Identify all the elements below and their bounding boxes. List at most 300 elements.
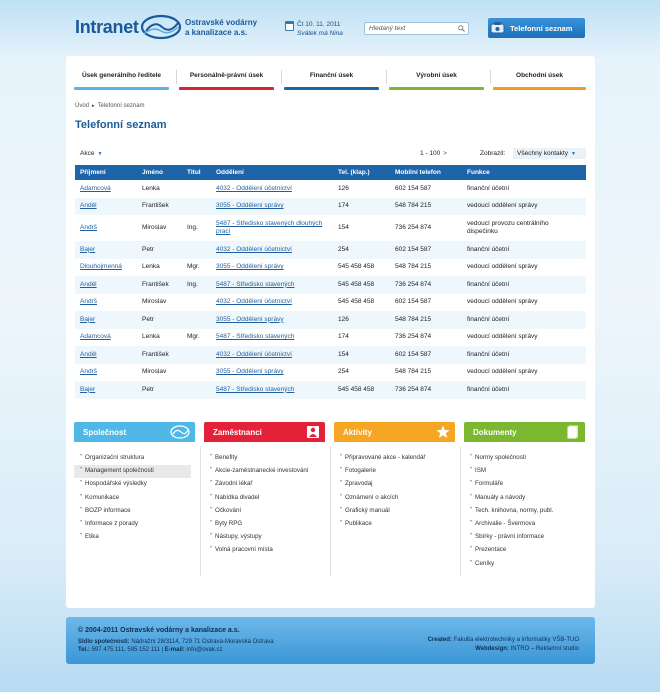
column-header-name[interactable]: Jméno — [137, 165, 182, 180]
table-cell — [75, 198, 137, 216]
table-cell — [462, 381, 586, 399]
phone-cell: 545 458 458 — [338, 280, 375, 288]
phone-cell: 126 — [338, 184, 349, 192]
box-link-item[interactable]: • Oznámení o akcích — [334, 492, 455, 505]
caret-down-icon: ▼ — [97, 151, 103, 157]
table-cell — [211, 364, 333, 382]
nav-item-production[interactable] — [389, 70, 484, 90]
date-info — [297, 20, 343, 38]
table-cell — [137, 215, 182, 241]
function-cell: finanční účetní — [467, 385, 510, 393]
phone-cell: 545 458 458 — [338, 263, 375, 271]
footer-contact: Tel.: 597 475 111, 595 152 111 | E-mail: info@ovak.cz — [78, 647, 223, 653]
table-cell — [182, 364, 211, 382]
person-icon — [306, 425, 320, 439]
box-link-item[interactable]: • Benefity — [204, 452, 325, 465]
table-toolbar — [75, 149, 586, 160]
table-cell — [75, 381, 137, 399]
name-cell: Lenka — [142, 184, 160, 192]
table-cell — [75, 294, 137, 312]
table-cell — [333, 381, 390, 399]
nameday: Svátek má Nina — [297, 30, 343, 37]
table-cell — [182, 198, 211, 216]
table-cell — [75, 364, 137, 382]
department-link[interactable]: 5487 - Středisko stavených dlouhých prací — [216, 220, 323, 235]
box-link-list — [334, 442, 455, 531]
department-link[interactable]: 3055 - Oddělení správy — [216, 368, 284, 376]
mobile-cell: 548 784 215 — [395, 368, 432, 376]
table-cell — [390, 294, 462, 312]
table-cell — [333, 346, 390, 364]
box-link-item[interactable]: • Závodní lékař — [204, 478, 325, 491]
phone-cell: 154 — [338, 350, 349, 358]
nav-divider — [386, 70, 387, 84]
mobile-cell: 602 154 587 — [395, 184, 432, 192]
footer-created — [428, 637, 579, 643]
box-link-item[interactable]: • Manuály a návody — [464, 492, 585, 505]
footer-tel-value: 597 475 111, 595 152 111 — [91, 647, 160, 653]
box-link-item[interactable]: • Etika — [74, 531, 195, 544]
column-header-phone[interactable]: Tel. (klap.) — [333, 165, 390, 180]
function-cell: finanční účetní — [467, 245, 510, 253]
table-cell — [333, 259, 390, 277]
name-cell: Petr — [142, 315, 154, 323]
table-cell — [75, 259, 137, 277]
name-cell: Miroslav — [142, 224, 167, 231]
table-cell — [333, 180, 390, 198]
table-cell — [137, 381, 182, 399]
box-link-item[interactable]: • Fotogalerie — [334, 465, 455, 478]
surname-cell[interactable]: Adamcová — [80, 333, 111, 341]
contacts-table — [75, 165, 586, 399]
surname-cell[interactable]: Dlouhojmenná — [80, 263, 122, 271]
surname-cell[interactable]: Anděl — [80, 202, 97, 210]
name-cell: František — [142, 350, 169, 358]
table-cell — [211, 259, 333, 277]
table-row — [75, 180, 586, 198]
box-link-list — [204, 442, 325, 558]
table-cell — [390, 329, 462, 347]
footer-created-label: Created: — [427, 637, 452, 643]
phone-icon — [488, 18, 508, 38]
box-header[interactable] — [334, 422, 455, 442]
table-row — [75, 346, 586, 364]
table-cell — [137, 294, 182, 312]
search-input[interactable]: Hledaný text — [364, 22, 469, 35]
table-cell — [462, 329, 586, 347]
footer-copyright: © 2004-2011 Ostravské vodárny a kanalizace a.s. — [78, 627, 240, 634]
pagination-range: 1 - 100 — [420, 150, 441, 157]
table-cell — [333, 329, 390, 347]
table-cell — [462, 259, 586, 277]
footer-webdesign-label: Webdesign: — [475, 646, 509, 652]
department-link[interactable]: 5487 - Středisko stavených — [216, 333, 295, 341]
table-cell — [333, 364, 390, 382]
footer-tel-label: Tel.: — [78, 647, 90, 653]
name-cell: Petr — [142, 385, 154, 393]
phone-cell: 154 — [338, 224, 349, 231]
surname-cell[interactable]: Anděl — [80, 280, 97, 288]
function-cell: vedoucí oddělení správy — [467, 368, 538, 376]
mobile-cell: 548 784 215 — [395, 202, 432, 210]
nav-item-label: Výrobní úsek — [416, 72, 457, 79]
intranet-logo[interactable]: Intranet — [75, 17, 139, 37]
nav-color-bar — [493, 87, 586, 90]
surname-cell[interactable]: Andrš — [80, 368, 97, 376]
nav-item-label: Obchodní úsek — [516, 72, 563, 79]
breadcrumb-home[interactable]: Úvod — [75, 103, 90, 109]
table-row — [75, 276, 586, 294]
footer-webdesign-value[interactable]: INTRO – Reklamní studio — [510, 646, 579, 652]
star-icon — [436, 425, 450, 439]
current-date: Čt 10. 11. 2011 — [297, 21, 341, 28]
box-title: Zaměstnanci — [213, 428, 262, 437]
department-link[interactable]: 5487 - Středisko stavených — [216, 385, 295, 393]
table-row — [75, 381, 586, 399]
box-divider — [200, 446, 201, 576]
actions-label: Akce — [80, 150, 95, 157]
show-label: Zobrazit: — [480, 150, 506, 157]
box-employees — [204, 422, 325, 558]
table-cell — [211, 276, 333, 294]
box-link-item[interactable]: • Organizační struktura — [74, 452, 195, 465]
table-cell — [211, 294, 333, 312]
name-cell: František — [142, 280, 169, 288]
table-cell — [462, 180, 586, 198]
table-row — [75, 364, 586, 382]
box-link-item[interactable]: • Nabídka divadel — [204, 492, 325, 505]
function-cell: vedoucí oddělení správy — [467, 333, 538, 341]
box-divider — [330, 446, 331, 576]
mobile-cell: 602 154 587 — [395, 350, 432, 358]
mobile-cell: 602 154 587 — [395, 245, 432, 253]
box-link-item[interactable]: • Sbírky - právní informace — [464, 531, 585, 544]
box-link-item[interactable]: • ISM — [464, 465, 585, 478]
table-cell — [462, 276, 586, 294]
function-cell: finanční účetní — [467, 315, 510, 323]
table-cell — [137, 198, 182, 216]
nav-item-sales[interactable] — [493, 70, 586, 90]
column-header-mobile[interactable]: Mobilní telefon — [390, 165, 462, 180]
footer-address — [78, 639, 274, 645]
function-cell: vedoucí oddělení správy — [467, 298, 538, 306]
name-cell: Petr — [142, 245, 154, 253]
footer-address-label: Sídlo společnosti: — [78, 639, 130, 645]
mobile-cell: 736 254 874 — [395, 280, 432, 288]
nav-divider — [176, 70, 177, 84]
box-link-item[interactable]: • Volná pracovní místa — [204, 544, 325, 557]
table-cell — [75, 215, 137, 241]
box-link-item[interactable]: • Informace z porady — [74, 518, 195, 531]
title-cell: Ing. — [187, 224, 198, 231]
box-link-item[interactable]: • Prezentace — [464, 544, 585, 557]
mobile-cell: 548 784 215 — [395, 315, 432, 323]
box-header[interactable] — [204, 422, 325, 442]
breadcrumb-separator-icon: ▸ — [92, 103, 95, 109]
table-cell — [75, 180, 137, 198]
table-cell — [462, 346, 586, 364]
column-header-function[interactable]: Funkce — [462, 165, 586, 180]
function-cell: finanční účetní — [467, 350, 510, 358]
table-cell — [137, 180, 182, 198]
nav-color-bar — [284, 87, 379, 90]
nav-item-label: Úsek generálního ředitele — [81, 72, 162, 79]
table-cell — [390, 364, 462, 382]
title-cell: Ing. — [187, 280, 198, 288]
phone-cell: 174 — [338, 202, 349, 210]
phone-cell: 254 — [338, 368, 349, 376]
title-cell: Mgr. — [187, 263, 200, 271]
box-link-item[interactable]: • Akcie-zaměstnanecké investování — [204, 465, 325, 478]
table-cell — [75, 346, 137, 364]
table-cell — [333, 198, 390, 216]
footer-created-value[interactable]: Fakulta elektrotechniky a informatiky VŠB-TUO — [453, 637, 579, 643]
column-header-title[interactable]: Titul — [182, 165, 211, 180]
box-link-item[interactable]: • Komunikace — [74, 492, 195, 505]
breadcrumb-current: Telefonní seznam — [97, 103, 145, 109]
table-cell — [182, 180, 211, 198]
table-row — [75, 311, 586, 329]
surname-cell[interactable]: Bajer — [80, 315, 96, 323]
table-cell — [137, 241, 182, 259]
search-icon[interactable] — [458, 25, 465, 32]
column-header-department[interactable]: Oddělení — [211, 165, 333, 180]
table-cell — [137, 346, 182, 364]
department-link[interactable]: 4032 - Oddělení účetnictví — [216, 245, 292, 253]
calendar-icon — [285, 21, 294, 31]
box-title: Dokumenty — [473, 428, 517, 437]
pagination — [420, 150, 447, 157]
box-header[interactable] — [464, 422, 585, 442]
name-cell: Lenka — [142, 263, 160, 271]
box-link-list — [74, 442, 195, 544]
table-cell — [182, 241, 211, 259]
table-row — [75, 259, 586, 277]
table-cell — [390, 215, 462, 241]
nav-divider — [281, 70, 282, 84]
box-link-item[interactable]: • Archivalie - Švermova — [464, 518, 585, 531]
breadcrumb — [75, 103, 145, 109]
box-link-item[interactable]: • Management společnosti — [74, 465, 191, 478]
nav-item-label: Personálně-právní úsek — [189, 72, 264, 79]
mobile-cell: 736 254 874 — [395, 224, 432, 231]
phone-cell: 254 — [338, 245, 349, 253]
table-cell — [137, 276, 182, 294]
show-filter-value: Všechny kontakty — [517, 150, 568, 157]
table-cell — [75, 329, 137, 347]
phone-cell: 545 458 458 — [338, 385, 375, 393]
table-cell — [75, 241, 137, 259]
table-cell — [137, 259, 182, 277]
box-link-item[interactable]: • Ceníky — [464, 558, 585, 571]
table-cell — [462, 311, 586, 329]
footer-webdesign — [475, 646, 579, 652]
table-cell — [462, 198, 586, 216]
table-cell — [211, 241, 333, 259]
table-cell — [462, 241, 586, 259]
box-link-list — [464, 442, 585, 571]
box-link-item[interactable]: • Zpravodaj — [334, 478, 455, 491]
table-cell — [390, 311, 462, 329]
nav-divider — [490, 70, 491, 84]
function-cell: vedoucí oddělení správy — [467, 202, 538, 210]
mobile-cell: 736 254 874 — [395, 333, 432, 341]
nav-item-finance[interactable] — [284, 70, 379, 90]
company-logo-icon — [170, 425, 190, 439]
box-link-item[interactable]: • Byty RPG — [204, 518, 325, 531]
table-row — [75, 241, 586, 259]
company-name-line1: Ostravské vodárny — [185, 18, 258, 27]
department-link[interactable]: 3055 - Oddělení správy — [216, 315, 284, 323]
function-cell: vedoucí oddělení správy — [467, 263, 538, 271]
department-link[interactable]: 4032 - Oddělení účetnictví — [216, 298, 292, 306]
nav-item-personnel-legal[interactable] — [179, 70, 274, 90]
table-cell — [462, 364, 586, 382]
surname-cell[interactable]: Andrš — [80, 224, 97, 231]
table-cell — [462, 215, 586, 241]
mobile-cell: 602 154 587 — [395, 298, 432, 306]
box-link-item[interactable]: • Připravované akce - kalendář — [334, 452, 455, 465]
table-row — [75, 198, 586, 216]
department-link[interactable]: 3055 - Oddělení správy — [216, 263, 284, 271]
page-title: Telefonní seznam — [75, 119, 167, 131]
box-title: Společnost — [83, 428, 127, 437]
box-link-item[interactable]: • Tech. knihovna, normy, publ. — [464, 505, 585, 518]
table-cell — [211, 311, 333, 329]
table-cell — [390, 241, 462, 259]
surname-cell[interactable]: Bajer — [80, 385, 96, 393]
table-cell — [462, 294, 586, 312]
table-cell — [390, 198, 462, 216]
table-cell — [182, 259, 211, 277]
table-cell — [211, 381, 333, 399]
function-cell: finanční účetní — [467, 280, 510, 288]
table-row — [75, 329, 586, 347]
box-link-item[interactable]: • Hospodářské výsledky — [74, 478, 195, 491]
box-documents — [464, 422, 585, 571]
table-cell — [182, 276, 211, 294]
table-cell — [390, 346, 462, 364]
table-cell — [390, 180, 462, 198]
table-row — [75, 294, 586, 312]
table-cell — [182, 311, 211, 329]
box-link-item[interactable]: • Formuláře — [464, 478, 585, 491]
show-filter-select[interactable] — [513, 148, 586, 159]
footer-address-value: Nádražní 28/3114, 729 71 Ostrava-Moravská Ostrava — [131, 639, 274, 645]
table-header-row — [75, 165, 586, 180]
table-row — [75, 215, 586, 241]
table-cell — [182, 346, 211, 364]
name-cell: František — [142, 202, 169, 210]
phone-cell: 174 — [338, 333, 349, 341]
box-company — [74, 422, 195, 544]
nav-color-bar — [179, 87, 274, 90]
table-cell — [182, 294, 211, 312]
table-cell — [390, 259, 462, 277]
surname-cell[interactable]: Andrš — [80, 298, 97, 306]
company-logo-icon[interactable] — [140, 14, 182, 40]
phone-cell: 545 458 458 — [338, 298, 375, 306]
table-cell — [137, 311, 182, 329]
document-icon — [566, 425, 580, 439]
department-link[interactable]: 4032 - Oddělení účetnictví — [216, 184, 292, 192]
main-panel — [66, 56, 595, 608]
nav-item-ceo-division[interactable] — [74, 70, 169, 90]
box-link-item[interactable]: • Očkování — [204, 505, 325, 518]
column-header-surname[interactable]: Příjmení — [75, 165, 137, 180]
box-link-item[interactable]: • Normy společnosti — [464, 452, 585, 465]
table-cell — [211, 215, 333, 241]
table-cell — [211, 198, 333, 216]
table-cell — [182, 381, 211, 399]
table-cell — [137, 329, 182, 347]
caret-down-icon: ▼ — [570, 151, 576, 157]
table-cell — [333, 294, 390, 312]
title-cell: Mgr. — [187, 333, 200, 341]
box-divider — [460, 446, 461, 576]
table-cell — [211, 180, 333, 198]
name-cell: Miroslav — [142, 298, 167, 306]
company-name-line2: a kanalizace a.s. — [185, 28, 248, 37]
box-activities — [334, 422, 455, 531]
table-cell — [182, 329, 211, 347]
nav-color-bar — [74, 87, 169, 90]
table-cell — [333, 276, 390, 294]
table-cell — [211, 346, 333, 364]
footer-email-label: E-mail: — [164, 647, 185, 653]
department-link[interactable]: 3055 - Oddělení správy — [216, 202, 284, 210]
box-title: Aktivity — [343, 428, 372, 437]
function-cell: vedoucí provozu centrálního dispečinku — [467, 220, 549, 235]
mobile-cell: 736 254 874 — [395, 385, 432, 393]
mobile-cell: 548 784 215 — [395, 263, 432, 271]
surname-cell[interactable]: Bajer — [80, 245, 96, 253]
phone-cell: 126 — [338, 315, 349, 323]
table-cell — [390, 381, 462, 399]
company-name — [185, 18, 257, 38]
table-cell — [137, 364, 182, 382]
nav-item-label: Finanční úsek — [309, 72, 354, 79]
table-cell — [211, 329, 333, 347]
phone-directory-button[interactable]: Telefonní seznam — [488, 18, 585, 38]
surname-cell[interactable]: Anděl — [80, 350, 97, 358]
box-link-item[interactable]: • Publikace — [334, 518, 455, 531]
function-cell: finanční účetní — [467, 184, 510, 192]
pagination-next[interactable]: > — [443, 150, 448, 157]
table-cell — [75, 276, 137, 294]
table-cell — [333, 241, 390, 259]
table-cell — [182, 215, 211, 241]
table-cell — [390, 276, 462, 294]
table-cell — [333, 311, 390, 329]
department-link[interactable]: 5487 - Středisko stavených — [216, 280, 295, 288]
name-cell: Miroslav — [142, 368, 167, 376]
surname-cell[interactable]: Adamcová — [80, 184, 111, 192]
footer-email-link[interactable]: info@ovak.cz — [186, 647, 223, 653]
box-header[interactable] — [74, 422, 195, 442]
footer — [66, 617, 595, 664]
box-link-item[interactable]: • Nástupy, výstupy — [204, 531, 325, 544]
main-navigation — [74, 70, 586, 90]
table-cell — [75, 311, 137, 329]
name-cell: Lenka — [142, 333, 160, 341]
department-link[interactable]: 4032 - Oddělení účetnictví — [216, 350, 292, 358]
box-link-item[interactable]: • Grafický manuál — [334, 505, 455, 518]
table-cell — [333, 215, 390, 241]
header — [0, 0, 660, 55]
box-link-item[interactable]: • BOZP informace — [74, 505, 195, 518]
actions-dropdown[interactable] — [80, 150, 102, 157]
